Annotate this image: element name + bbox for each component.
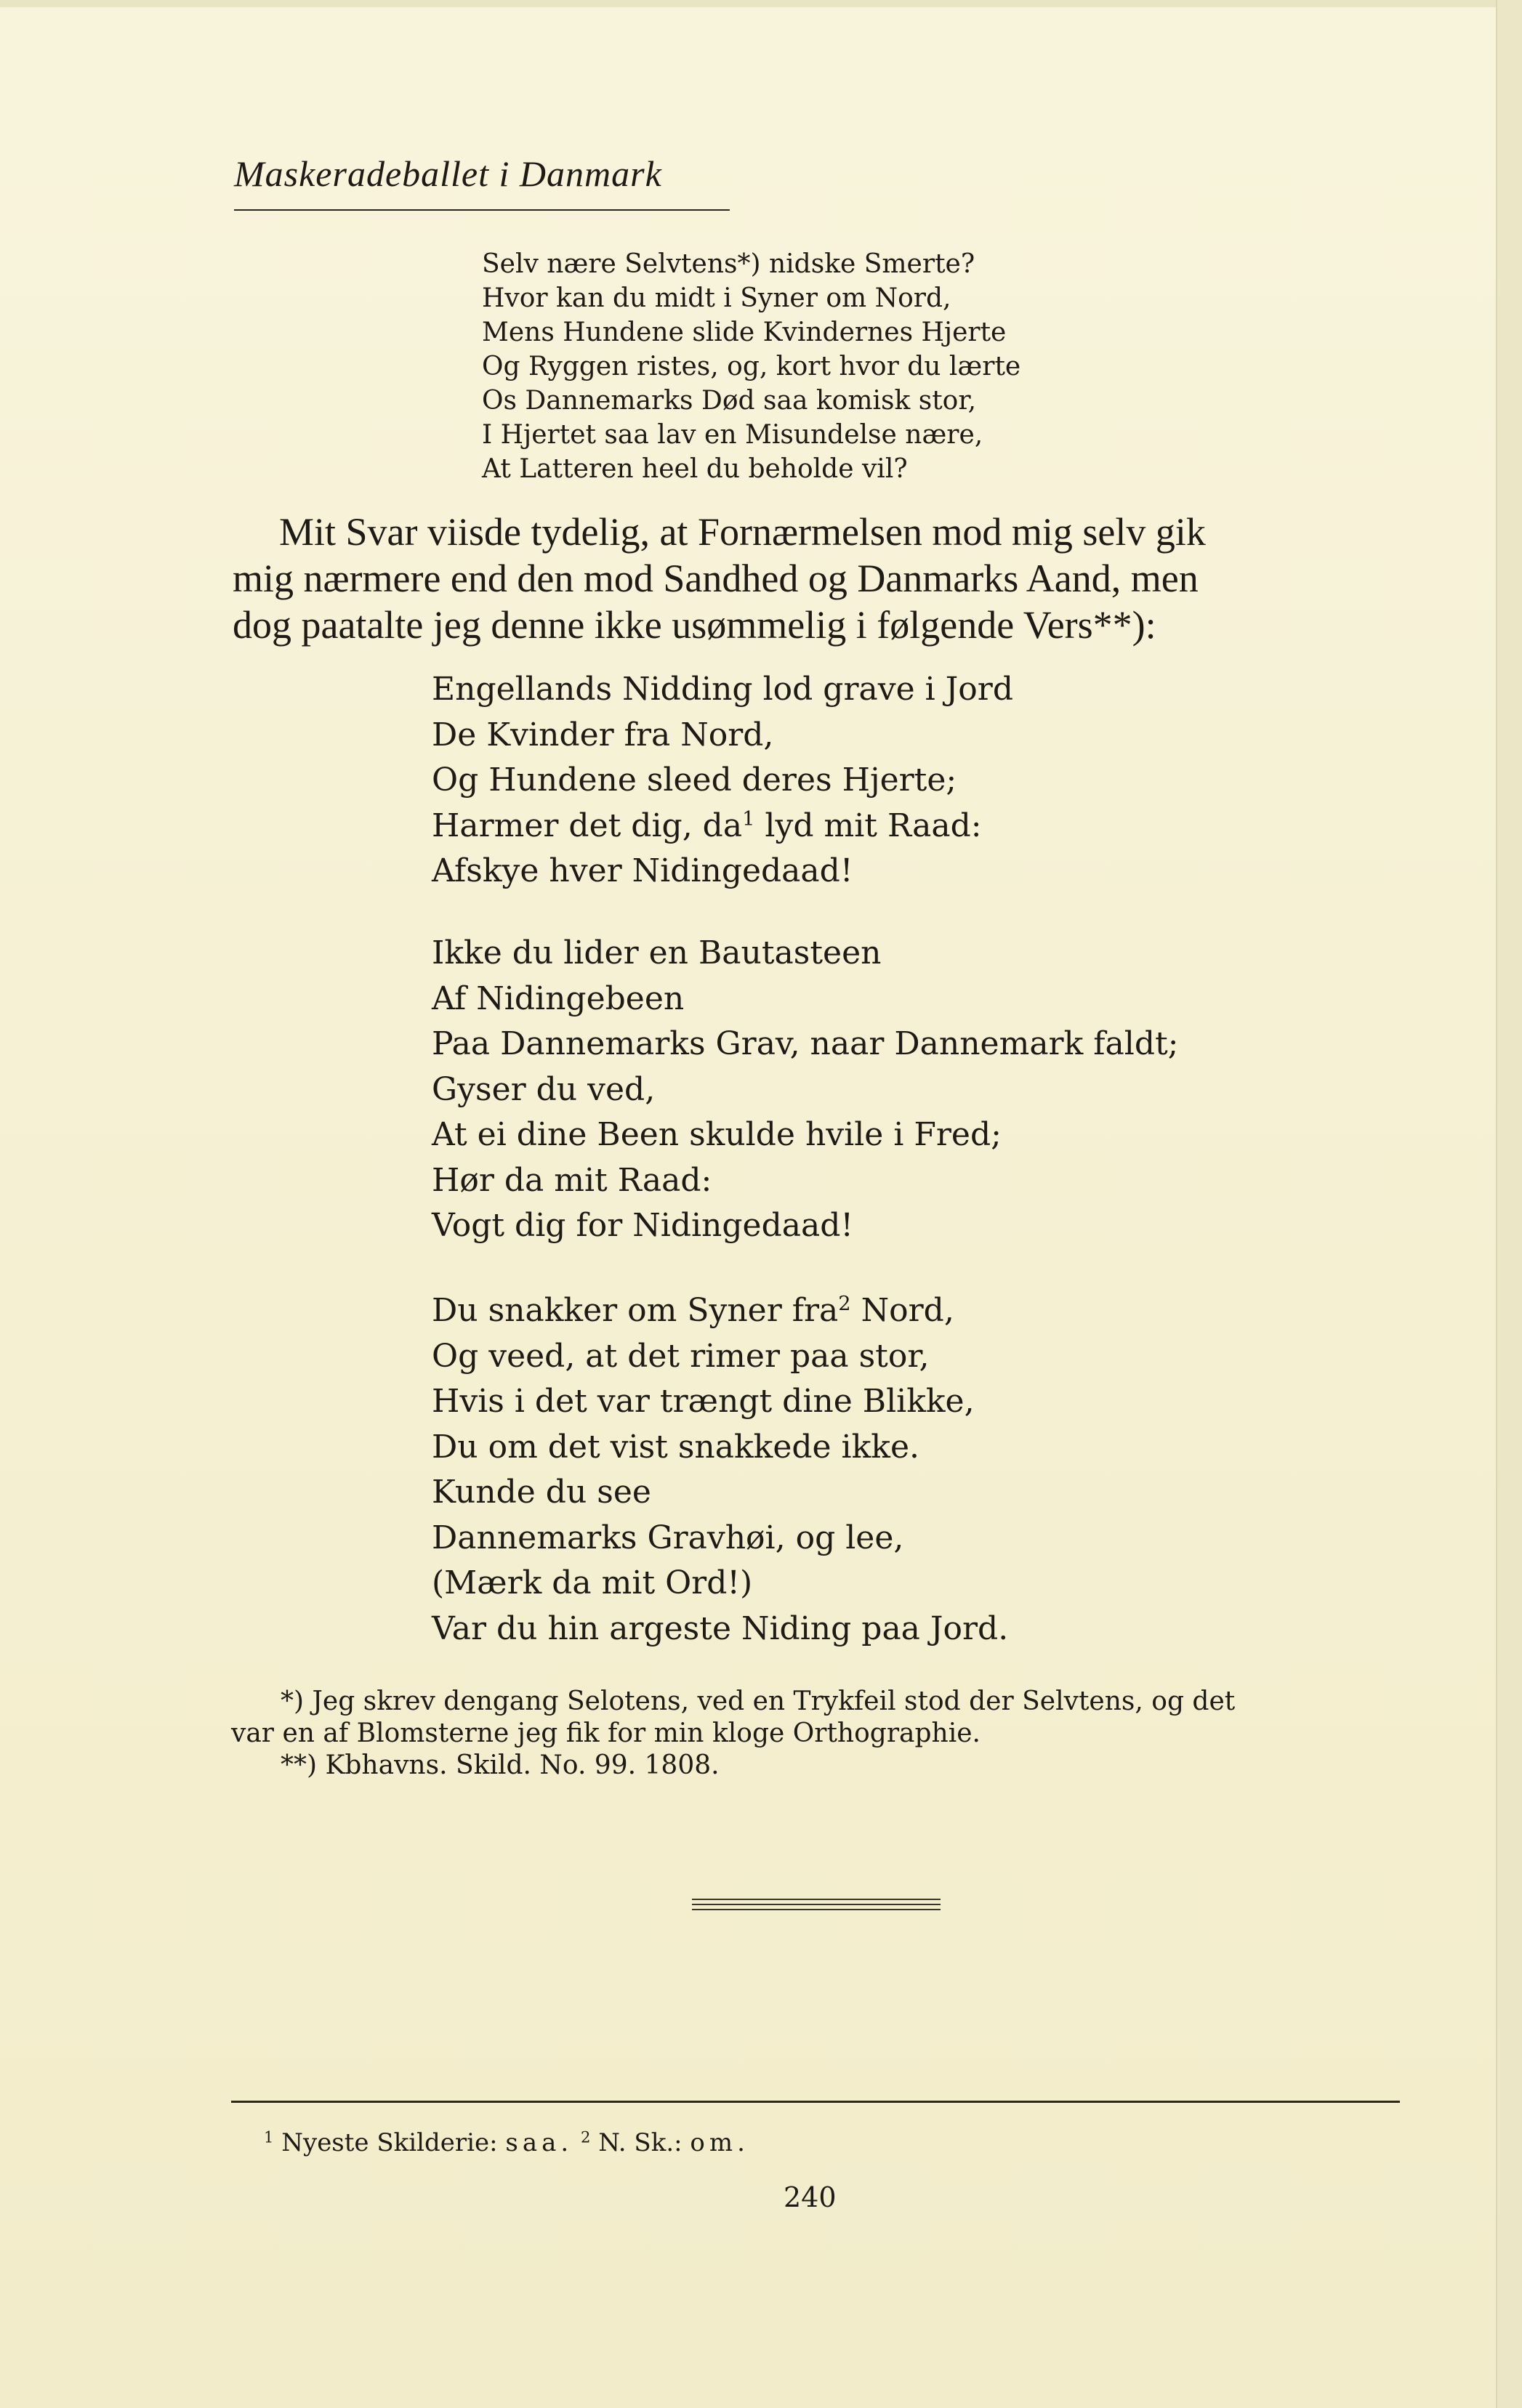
scan-top-edge — [0, 0, 1522, 7]
footnote-line: var en af Blomsterne jeg fik for min kloge Orthographie. — [231, 1718, 981, 1748]
footnote-line: *) Jeg skrev dengang Selotens, ved en Trykfeil stod der Selvtens, og det — [281, 1686, 1236, 1716]
verse-line — [432, 1288, 1008, 1334]
prose-line: mig nærmere end den mod Sandhed og Danmarks Aand, men — [233, 557, 1199, 600]
footnote-marker: 2 — [838, 1293, 851, 1315]
verse-line: De Kvinder fra Nord, — [432, 716, 774, 753]
prose-line: dog paatalte jeg denne ikke usømmelig i følgende Vers**): — [233, 603, 1156, 647]
verse-text: Harmer det dig, da — [432, 807, 743, 844]
stanza-3 — [432, 1288, 1008, 1652]
footnote-separator-rule — [231, 2101, 1400, 2103]
verse-line: Og Ryggen ristes, og, kort hvor du lærte — [482, 352, 1021, 381]
verse-line: (Mærk da mit Ord!) — [432, 1564, 753, 1601]
verse-line: I Hjertet saa lav en Misundelse nære, — [482, 420, 983, 450]
verse-line: Ikke du lider en Bautasteen — [432, 934, 882, 971]
verse-line: Mens Hundene slide Kvindernes Hjerte — [482, 318, 1007, 347]
verse-line: Vogt dig for Nidingedaad! — [432, 1207, 854, 1244]
verse-line: Selv nære Selvtens*) nidske Smerte? — [482, 249, 975, 279]
verse-text: lyd mit Raad: — [754, 807, 982, 844]
quoted-verse — [482, 247, 1020, 486]
running-head: Maskeradeballet i Danmark — [234, 153, 662, 194]
stanza-2 — [432, 931, 1179, 1249]
note-reading: om. — [690, 2128, 749, 2157]
verse-text: Nord, — [850, 1292, 954, 1329]
editorial-note — [264, 2128, 749, 2157]
verse-line: Gyser du ved, — [432, 1070, 656, 1108]
footnote-marker: 2 — [581, 2128, 591, 2146]
verse-line: Hør da mit Raad: — [432, 1161, 712, 1199]
scan-right-edge — [1496, 0, 1522, 2408]
verse-line: Paa Dannemarks Grav, naar Dannemark faldt; — [432, 1025, 1179, 1062]
footnote-marker: 1 — [264, 2128, 274, 2146]
verse-line: Hvor kan du midt i Syner om Nord, — [482, 283, 951, 313]
prose-line: Mit Svar viisde tydelig, at Fornærmelsen mod mig selv gik — [279, 510, 1206, 554]
verse-line: Og Hundene sleed deres Hjerte; — [432, 761, 957, 799]
verse-line: Var du hin argeste Niding paa Jord. — [432, 1609, 1009, 1647]
verse-line: Og veed, at det rimer paa stor, — [432, 1337, 930, 1375]
verse-line: Af Nidingebeen — [432, 979, 685, 1017]
verse-line: Engellands Nidding lod grave i Jord — [432, 671, 1013, 708]
verse-line: Du om det vist snakkede ikke. — [432, 1428, 919, 1466]
verse-text: Du snakker om Syner fra — [432, 1292, 839, 1329]
prose-paragraph — [233, 509, 1403, 648]
verse-line: Kunde du see — [432, 1474, 651, 1511]
stanza-1 — [432, 667, 1013, 894]
page-number: 240 — [784, 2181, 837, 2213]
verse-line: Dannemarks Gravhøi, og lee, — [432, 1519, 904, 1556]
author-footnotes — [231, 1686, 1400, 1782]
note-source: Nyeste Skilderie: — [273, 2128, 506, 2157]
verse-line: At ei dine Been skulde hvile i Fred; — [432, 1116, 1002, 1153]
verse-line: Hvis i det var trængt dine Blikke, — [432, 1383, 975, 1420]
running-head-rule — [234, 209, 730, 211]
verse-line: Afskye hver Nidingedaad! — [432, 852, 853, 889]
verse-line: At Latteren heel du beholde vil? — [482, 454, 908, 484]
section-ornament-rule — [692, 1899, 941, 1914]
verse-line: Os Dannemarks Død saa komisk stor, — [482, 386, 977, 416]
footnote-marker: 1 — [742, 807, 755, 831]
note-source: N. Sk.: — [590, 2128, 690, 2157]
footnote-line: **) Kbhavns. Skild. No. 99. 1808. — [281, 1750, 720, 1780]
verse-line — [432, 804, 1013, 849]
note-reading: saa. — [505, 2128, 573, 2157]
